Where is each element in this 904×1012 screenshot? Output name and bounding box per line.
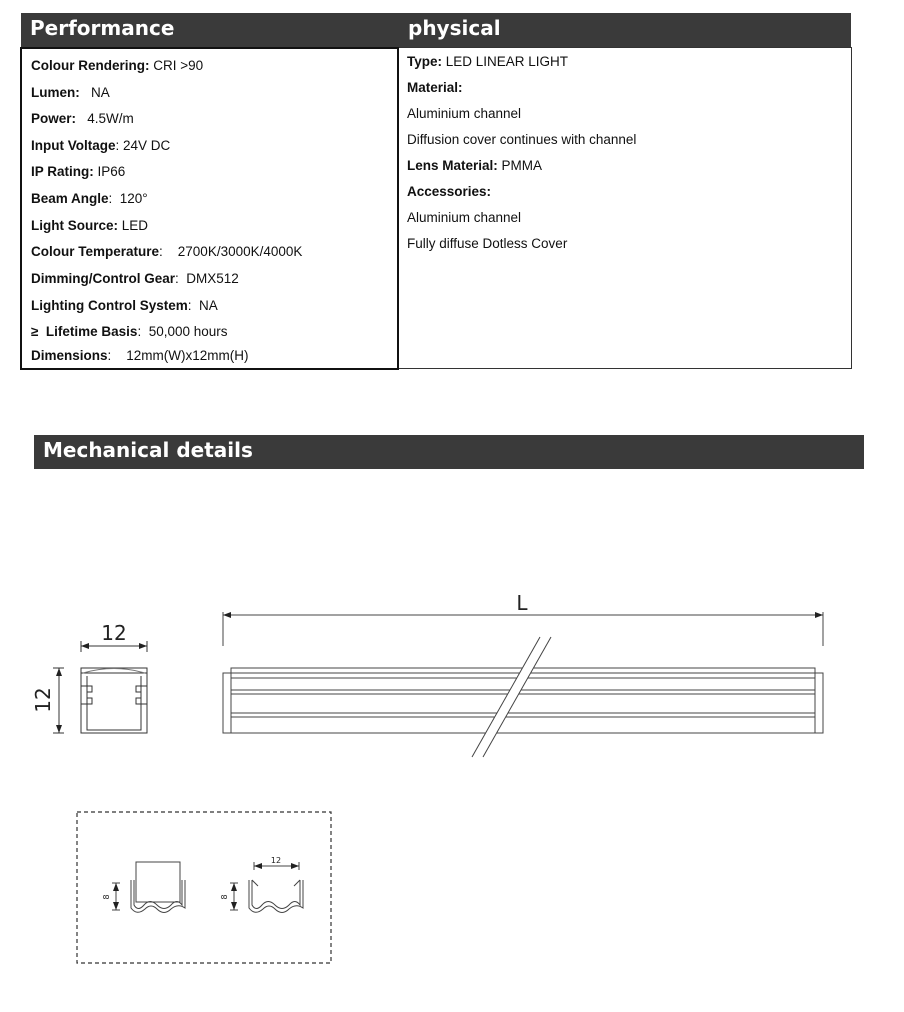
physical-header: physical	[399, 13, 851, 47]
row-label: Type:	[407, 54, 443, 69]
row-label: Lens Material:	[407, 158, 498, 173]
break-symbol	[472, 637, 551, 757]
row-label: Colour Temperature	[31, 244, 160, 259]
row-value: NA	[79, 85, 110, 100]
row-value: LED LINEAR LIGHT	[442, 54, 569, 69]
clip-width-label: 12	[270, 856, 282, 865]
width-dimension-label: 12	[101, 621, 127, 645]
row-label: Dimensions	[31, 348, 108, 363]
row-value: : NA	[187, 298, 218, 313]
row-value: Aluminium channel	[407, 210, 522, 225]
row-value: : DMX512	[175, 271, 239, 286]
row-label: Power:	[31, 111, 77, 126]
height-dimension-label: 12	[31, 687, 55, 713]
row-label: Dimming/Control Gear	[31, 271, 176, 286]
row-value: Aluminium channel	[407, 106, 522, 121]
row-value: LED	[118, 218, 149, 233]
row-label: Input Voltage	[31, 138, 116, 153]
row-value: Fully diffuse Dotless Cover	[407, 236, 568, 251]
clip-height-label-2: 8	[220, 894, 229, 900]
performance-header: Performance	[21, 13, 399, 47]
clip-detail	[230, 862, 303, 913]
row-label: ≥ Lifetime Basis	[31, 324, 138, 339]
row-value: : 50,000 hours	[137, 324, 228, 339]
row-value: 4.5W/m	[76, 111, 134, 126]
profile-cross-section	[53, 641, 147, 733]
row-value: PMMA	[497, 158, 543, 173]
row-value: : 120°	[108, 191, 148, 206]
row-value: : 2700K/3000K/4000K	[159, 244, 303, 259]
length-dimension-label: L	[516, 591, 528, 615]
row-value: IP66	[93, 164, 126, 179]
clip-detail-with-profile	[112, 862, 185, 913]
row-label: Material:	[407, 80, 463, 95]
clip-height-label-1: 8	[102, 894, 111, 900]
row-label: Light Source:	[31, 218, 118, 233]
row-label: Lumen:	[31, 85, 80, 100]
row-label: Colour Rendering:	[31, 58, 150, 73]
row-value: CRI >90	[149, 58, 204, 73]
mechanical-header: Mechanical details	[34, 435, 864, 469]
row-label: Accessories:	[407, 184, 492, 199]
row-value: : 24V DC	[115, 138, 171, 153]
row-value: : 12mm(W)x12mm(H)	[107, 348, 249, 363]
row-label: Lighting Control System	[31, 298, 188, 313]
row-value: Diffusion cover continues with channel	[407, 132, 637, 147]
row-label: IP Rating:	[31, 164, 94, 179]
accessory-detail-box	[77, 812, 331, 963]
row-label: Beam Angle	[31, 191, 109, 206]
